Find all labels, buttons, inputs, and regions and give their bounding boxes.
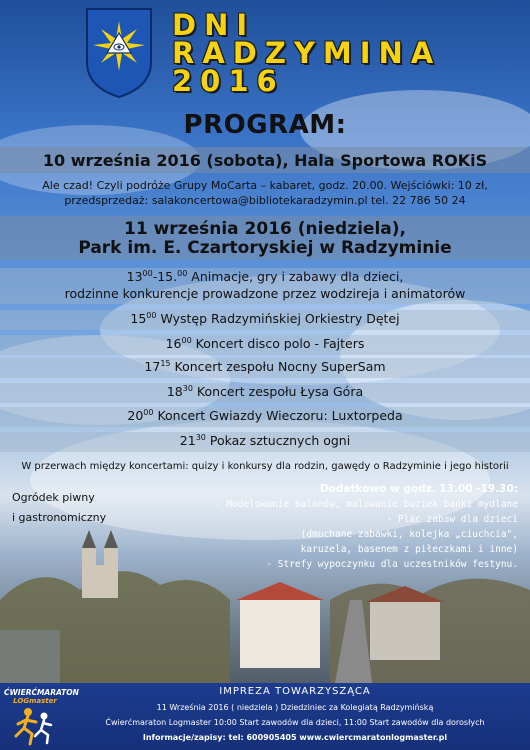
beer-garden-line1: Ogródek piwny bbox=[12, 491, 95, 504]
beer-garden-line2: i gastronomiczny bbox=[12, 511, 107, 524]
cwiercmaraton-logo: ĆWIERĆMARATON LOGmaster bbox=[4, 688, 66, 746]
footer-line2: Ćwierćmaraton Logmaster 10:00 Start zawodów dla dzieci, 11:00 Start zawodów dla dorosłych bbox=[105, 718, 485, 727]
runner-icon bbox=[10, 706, 60, 746]
additional-line: - Modelowanie balonów, malowanie buziek bańki mydlane bbox=[214, 499, 518, 510]
program-heading: PROGRAM: bbox=[183, 110, 347, 140]
breaks-note: W przerwach między koncertami: quizy i konkursy dla rodzin, gawędy o Radzyminie i jego historii bbox=[21, 461, 509, 472]
additional-line: (dmuchane zabawki, kolejka „ciuchcia", bbox=[300, 529, 518, 540]
event-item: $18^{30}$ Koncert zespołu Łysa Góra bbox=[166, 384, 364, 400]
additional-line: - Plac zabaw dla dzieci bbox=[386, 514, 518, 525]
footer-line1: 11 Września 2016 ( niedziela ) Dziedziniec za Kolegiatą Radzymińską bbox=[156, 703, 434, 712]
title-line-1: DNI bbox=[172, 8, 256, 42]
event-item: $16^{00}$ Koncert disco polo - Fajters bbox=[165, 336, 365, 352]
additional-line: karuzela, basenem z piłeczkami i inne) bbox=[300, 544, 518, 555]
additional-line: - Strefy wypoczynku dla uczestników festynu. bbox=[266, 559, 518, 570]
title-line-3: 2016 bbox=[172, 64, 285, 98]
event-item: $15^{00}$ Występ Radzymińskiej Orkiestry Dętej bbox=[130, 311, 400, 327]
day1-heading: 10 września 2016 (sobota), Hala Sportowa ROKiS bbox=[42, 151, 488, 170]
additional-heading: Dodatkowo w godz. 13.00 -19.30: bbox=[319, 483, 518, 495]
event-item-subline: rodzinne konkurencje prowadzone przez wodzireja i animatorów bbox=[64, 286, 466, 301]
day1-line1: Ale czad! Czyli podróże Grupy MoCarta – kabaret, godz. 20.00. Wejściówki: 10 zł, bbox=[42, 179, 488, 192]
event-item: $21^{30}$ Pokaz sztucznych ogni bbox=[179, 433, 351, 449]
coat-of-arms-icon bbox=[85, 7, 153, 99]
footer-heading: IMPREZA TOWARZYSZĄCA bbox=[219, 686, 371, 697]
event-item: $20^{00}$ Koncert Gwiazdy Wieczoru: Luxtorpeda bbox=[127, 408, 403, 424]
event-item: $13^{00}-15.00$ Animacje, gry i zabawy dla dzieci, bbox=[126, 269, 404, 285]
day2-heading-line1: 11 września 2016 (niedziela), bbox=[124, 219, 406, 239]
title-line-2: RADZYMINA bbox=[172, 36, 442, 70]
day1-line2: przedsprzedaż: salakoncertowa@bibliotekaradzymin.pl tel. 22 786 50 24 bbox=[64, 194, 466, 207]
additional-attractions bbox=[215, 482, 518, 572]
footer-line3: Informacje/zapisy: tel: 600905405 www.cwiercmaratonlogmaster.pl bbox=[142, 733, 448, 742]
day2-heading-line2: Park im. E. Czartoryskiej w Radzyminie bbox=[78, 238, 452, 258]
event-item: $17^{15}$ Koncert zespołu Nocny SuperSam bbox=[144, 359, 386, 375]
